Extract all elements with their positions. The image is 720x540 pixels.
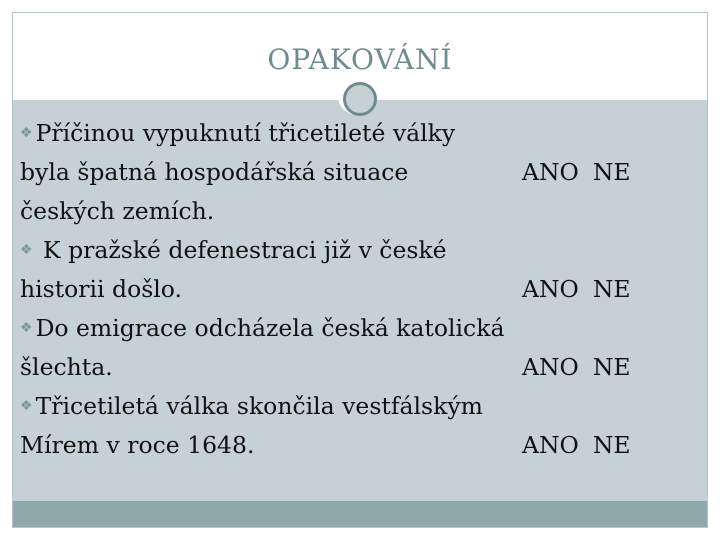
no-option[interactable]: NE [592, 431, 631, 459]
yes-option[interactable]: ANO [522, 353, 579, 381]
question-text: historii došlo. [20, 275, 183, 303]
question-text: Příčinou vypuknutí třicetileté války [35, 119, 456, 147]
decorative-circle-icon [343, 82, 377, 116]
question-line [20, 192, 660, 231]
question-line [20, 114, 660, 153]
wave-bullet-icon: ❖ [20, 320, 33, 336]
yes-option[interactable]: ANO [522, 158, 579, 186]
question-text: českých zemích. [20, 197, 215, 225]
no-option[interactable]: NE [592, 158, 631, 186]
question-line [20, 309, 660, 348]
question-text: Třicetiletá válka skončila vestfálským [35, 392, 483, 420]
wave-bullet-icon: ❖ [20, 398, 33, 414]
question-text: K pražské defenestraci již v české [43, 236, 447, 264]
no-option[interactable]: NE [592, 353, 631, 381]
answer-options [522, 348, 645, 387]
wave-bullet-icon: ❖ [20, 242, 33, 258]
question-line [20, 426, 660, 465]
question-line [20, 348, 660, 387]
yes-option[interactable]: ANO [522, 431, 579, 459]
question-line [20, 387, 660, 426]
answer-options [522, 153, 645, 192]
question-line [20, 231, 660, 270]
answer-options [522, 426, 645, 465]
question-text: byla špatná hospodářská situace [20, 158, 409, 186]
slide-title: OPAKOVÁNÍ [267, 43, 453, 76]
question-text: šlechta. [20, 353, 113, 381]
question-text: Mírem v roce 1648. [20, 431, 255, 459]
question-list [20, 114, 660, 465]
yes-option[interactable]: ANO [522, 275, 579, 303]
answer-options [522, 270, 645, 309]
question-line [20, 270, 660, 309]
wave-bullet-icon: ❖ [20, 125, 33, 141]
question-line [20, 153, 660, 192]
no-option[interactable]: NE [592, 275, 631, 303]
question-text: Do emigrace odcházela česká katolická [35, 314, 505, 342]
bottom-bar [13, 501, 707, 527]
